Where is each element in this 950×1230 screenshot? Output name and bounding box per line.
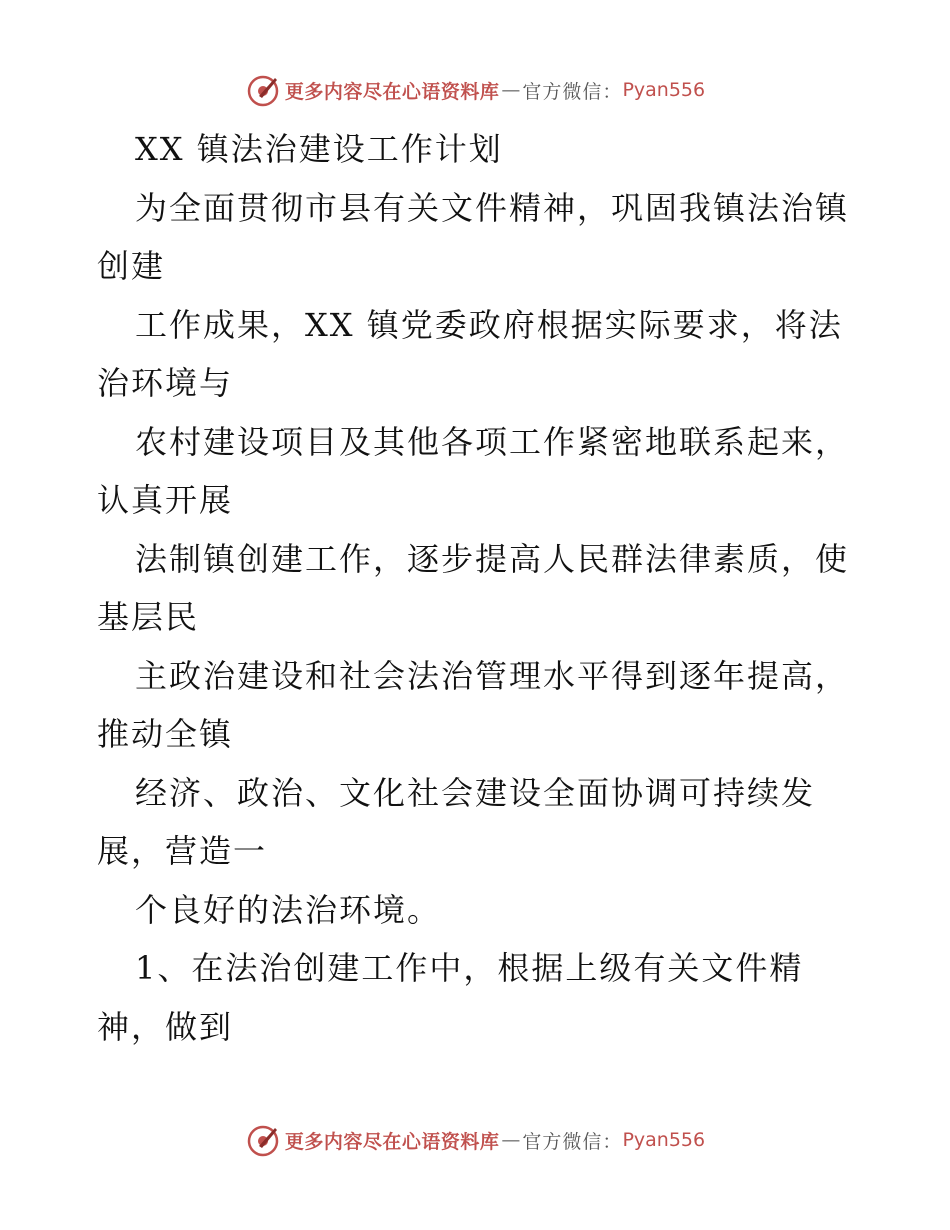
document-line: 法制镇创建工作，逐步提高人民群法律素质，使 [135,539,850,578]
banner-brand-text: 更多内容尽在心语资料库 [284,80,500,103]
document-line: 基层民 [97,598,200,636]
document-line: 治环境与 [97,364,234,402]
document-body [97,120,857,1056]
header-watermark-banner [0,70,950,110]
banner-brand-text: 更多内容尽在心语资料库 [284,1130,500,1153]
quill-logo-icon [245,72,281,108]
document-line: 1、在法治创建工作中，根据上级有关文件精 [135,949,804,987]
document-line: 神，做到 [97,1007,234,1046]
document-line: 主政治建设和社会法治管理水平得到逐年提高， [135,656,850,695]
document-line: 经济、政治、文化社会建设全面协调可持续发 [135,773,816,812]
quill-logo-icon [245,1122,281,1158]
banner-wechat-label: 官方微信： [522,80,623,103]
document-line: 工作成果，XX 镇党委政府根据实际要求，将法 [135,305,843,344]
document-line: 推动全镇 [97,715,234,753]
banner-separator: — [501,1129,521,1151]
document-line: 为全面贯彻市县有关文件精神，巩固我镇法治镇 [135,188,850,227]
document-line: 展，营造一 [97,832,268,870]
document-line: 个良好的法治环境。 [135,890,442,929]
banner-wechat-handle: Pyan556 [622,1129,706,1151]
document-line: 认真开展 [97,481,234,519]
banner-separator: — [501,79,521,101]
document-line: 创建 [97,247,166,285]
document-title: XX 镇法治建设工作计划 [135,130,503,168]
banner-wechat-label: 官方微信： [522,1130,623,1153]
document-line: 农村建设项目及其他各项工作紧密地联系起来， [135,422,850,461]
footer-watermark-banner [0,1120,950,1160]
banner-wechat-handle: Pyan556 [622,79,706,101]
